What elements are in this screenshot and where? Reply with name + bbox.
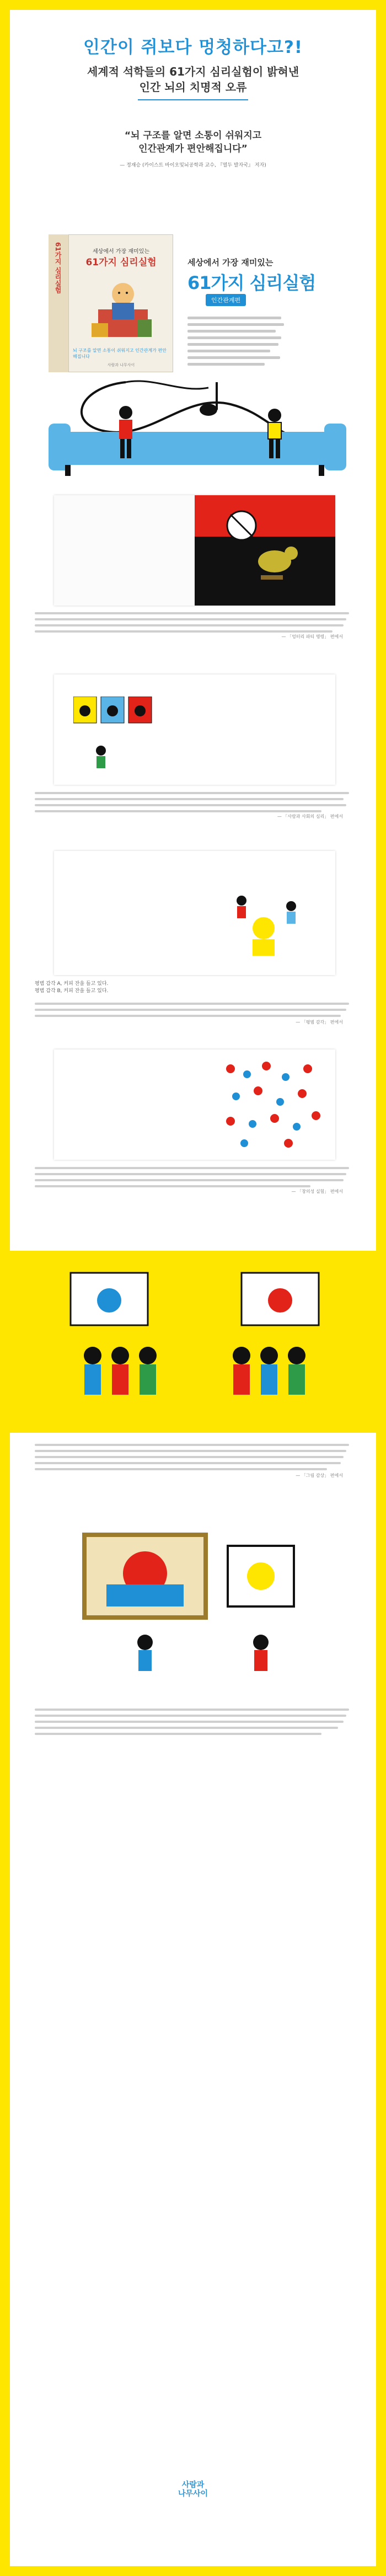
caption-text xyxy=(35,1003,349,1005)
header-divider xyxy=(138,99,248,100)
caption-text xyxy=(35,810,321,812)
book-spread-4 xyxy=(54,1049,335,1160)
caption-text xyxy=(35,1715,346,1717)
quote-source: — 정재승 (카이스트 바이오및뇌공학과 교수, 『열두 발자국』 저자) xyxy=(120,163,266,168)
caption-text xyxy=(35,1444,349,1446)
spread-3-caption-source: — 「평범 감각」 편에서 xyxy=(296,1020,343,1025)
museum-illustration xyxy=(62,1524,327,1673)
mid-text-line-1: 평범 감각 A, 커피 잔을 들고 있다. xyxy=(35,981,109,987)
book-title-big: 61가지 심리실험 xyxy=(187,272,316,293)
book-spread-3 xyxy=(54,851,335,975)
caption-text xyxy=(35,1456,344,1458)
caption-text xyxy=(35,1009,346,1011)
headline: 인간이 쥐보다 멍청하다고?! xyxy=(83,38,303,57)
book-cover-publisher: 사람과 나무사이 xyxy=(107,363,135,367)
caption-text xyxy=(35,1727,338,1729)
description-text xyxy=(187,336,281,339)
caption-text xyxy=(35,618,346,620)
caption-text xyxy=(35,1179,344,1181)
caption-text xyxy=(35,1709,349,1711)
series-badge: 인간관계편 xyxy=(206,294,246,306)
caption-text xyxy=(35,804,346,806)
product-detail-page xyxy=(10,10,376,2566)
caption-text xyxy=(35,624,344,626)
spread-3-illustration xyxy=(219,884,319,967)
caption-text xyxy=(35,1167,349,1169)
spread-4-caption xyxy=(35,1167,352,1187)
description-text xyxy=(187,330,276,333)
caption-text xyxy=(35,1015,341,1017)
book-spread-2 xyxy=(54,674,335,785)
museum-caption xyxy=(35,1709,352,1735)
caption-text xyxy=(35,1468,327,1470)
description-text xyxy=(187,350,270,352)
caption-text xyxy=(35,612,349,614)
book-spine-title: 61가지 심리실험 xyxy=(54,242,62,293)
book-cover-small-title: 세상에서 가장 재미있는 xyxy=(93,249,149,255)
book-cover-illustration xyxy=(87,271,159,342)
quote-line-2: 인간관계가 편안해집니다” xyxy=(138,143,248,154)
spread-2-caption-source: — 「사람과 사회의 심리」 편에서 xyxy=(277,814,343,819)
caption-text xyxy=(35,1462,341,1464)
crowd-caption xyxy=(35,1444,352,1470)
book-cover-blurb: 뇌 구조를 알면 소통이 쉬워지고 인간관계가 편안해집니다 xyxy=(73,348,167,359)
couch-illustration xyxy=(43,371,352,487)
book-title-small: 세상에서 가장 재미있는 xyxy=(187,258,274,267)
subhead-line-1: 세계적 석학들의 61가지 심리실험이 밝혀낸 xyxy=(87,65,299,78)
description-text xyxy=(187,343,278,346)
caption-text xyxy=(35,798,344,800)
caption-text xyxy=(35,1173,346,1175)
spread-1-illustration xyxy=(214,504,313,603)
description-text xyxy=(187,356,280,359)
spread-1-caption-source: — 「엉터리 파티 명령」 편에서 xyxy=(281,634,343,639)
spread-4-illustration xyxy=(219,1058,324,1152)
spread-2-illustration xyxy=(73,697,173,774)
caption-text xyxy=(35,1721,344,1723)
caption-text xyxy=(35,630,333,633)
crowd-illustration xyxy=(60,1262,330,1427)
description-text xyxy=(187,323,284,326)
spread-4-caption-source: — 「창의성 실험」 편에서 xyxy=(291,1189,343,1194)
crowd-caption-source: — 「그림 감상」 편에서 xyxy=(296,1473,343,1478)
spread-3-caption xyxy=(35,1003,352,1017)
caption-text xyxy=(35,1733,321,1735)
description-text xyxy=(187,363,265,366)
publisher-logo-line-2: 나무사이 xyxy=(178,2489,208,2498)
caption-text xyxy=(35,1185,310,1187)
caption-text xyxy=(35,1450,346,1452)
book-spread-1 xyxy=(54,495,335,606)
book-cover-main-title: 61가지 심리실험 xyxy=(85,257,157,268)
subhead-line-2: 인간 뇌의 치명적 오류 xyxy=(139,81,247,94)
spread-1-left-page xyxy=(54,495,195,606)
caption-text xyxy=(35,792,349,794)
publisher-logo-line-1: 사람과 xyxy=(181,2481,205,2489)
book-spine xyxy=(49,234,68,372)
spread-1-caption xyxy=(35,612,352,633)
mid-text-line-2: 평범 감각 B, 커피 잔을 들고 있다. xyxy=(35,988,109,994)
book-cover xyxy=(49,234,175,372)
quote-line-1: “뇌 구조를 알면 소통이 쉬워지고 xyxy=(124,130,262,141)
spread-2-caption xyxy=(35,792,352,812)
publisher-logo xyxy=(167,2481,219,2498)
description-text xyxy=(187,317,281,319)
